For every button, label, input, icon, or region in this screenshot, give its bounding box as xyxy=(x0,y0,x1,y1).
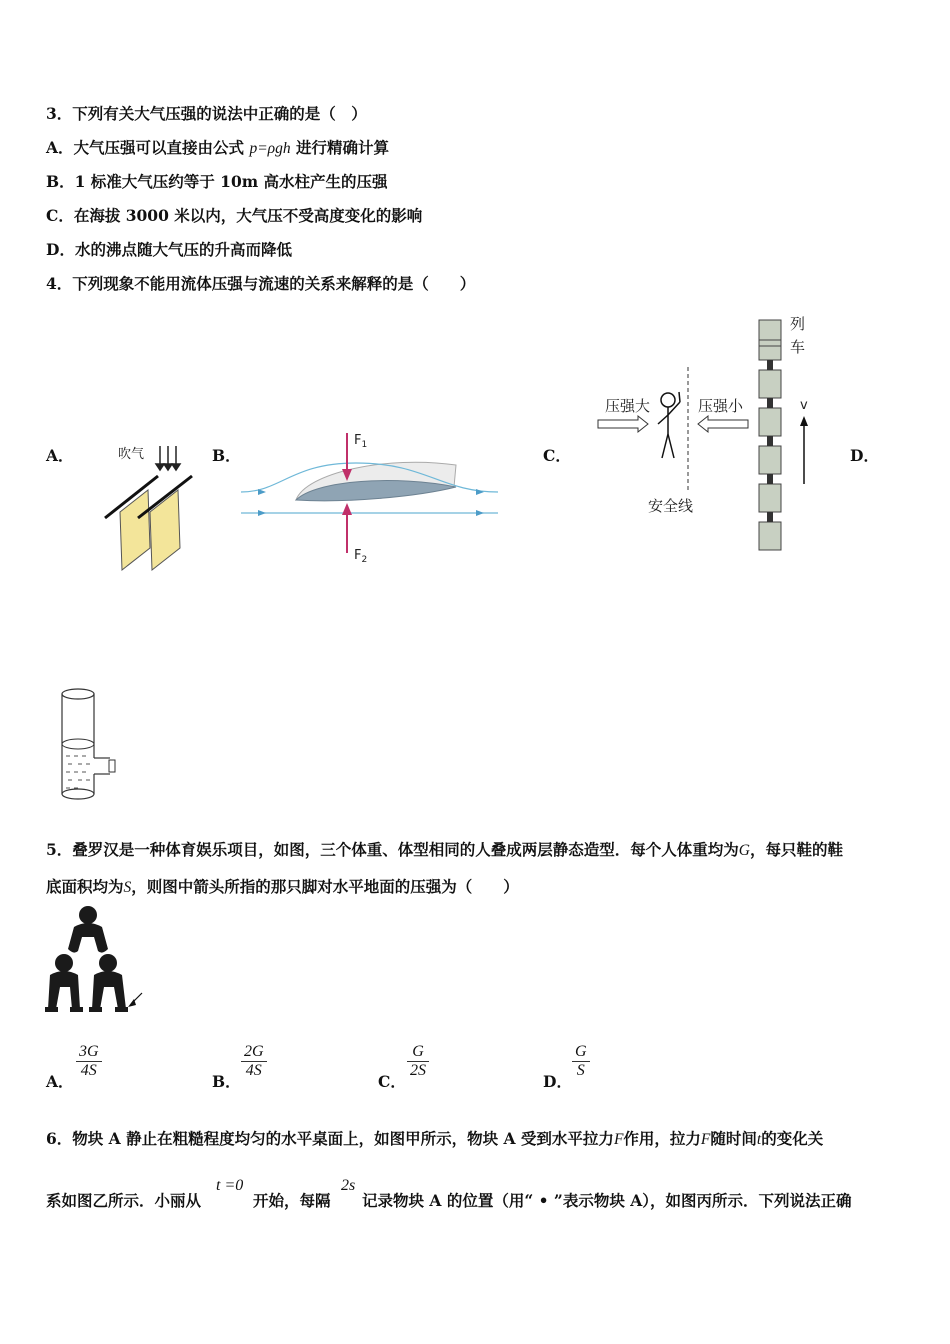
q5-figure-human-pyramid xyxy=(42,905,146,1017)
q5-option-d-label: D． xyxy=(543,1072,572,1091)
q4-figure-b-f2-sub: 2 xyxy=(361,555,368,565)
q5-option-d-den: S xyxy=(572,1061,590,1080)
q5-var-g: G xyxy=(738,842,750,859)
q6-stem-1c: 随时间 xyxy=(710,1129,757,1148)
q4-figure-b-f1: F xyxy=(354,433,362,448)
q4-figure-d-container xyxy=(54,686,118,806)
q4-figure-c-train-1: 列 xyxy=(790,315,806,333)
q3-option-a-pre: A．大气压强可以直接由公式 xyxy=(46,138,250,157)
q4-figure-c-right: 压强小 xyxy=(698,397,744,415)
q3-option-a xyxy=(46,136,389,158)
q4-stem: 4．下列现象不能用流体压强与流速的关系来解释的是（ ） xyxy=(46,274,476,293)
q5-option-a-den: 4S xyxy=(76,1061,102,1080)
q3-option-d: D．水的沸点随大气压的升高而降低 xyxy=(46,240,292,259)
q5-option-d-fraction xyxy=(572,1043,590,1080)
q5-stem-2a: 底面积均为 xyxy=(46,877,124,896)
q5-option-b-fraction xyxy=(241,1043,267,1080)
q4-figure-c-v: v xyxy=(800,398,808,413)
q4-figure-b-airfoil xyxy=(236,425,504,570)
q4-figure-c-train-2: 车 xyxy=(790,338,806,356)
q3-formula: p=ρgh xyxy=(249,140,291,157)
q5-option-c-num: G xyxy=(412,1043,424,1060)
q3-stem: 3．下列有关大气压强的说法中正确的是（ ） xyxy=(46,104,367,123)
q4-figure-c-train xyxy=(592,312,822,560)
q6-stem-1d: 的变化关 xyxy=(761,1129,824,1148)
q6-stem-line-1 xyxy=(46,1127,823,1149)
q4-label-b: B． xyxy=(212,446,241,465)
q5-stem-2b: ，则图中箭头所指的那只脚对水平地面的压强为（ ） xyxy=(131,877,519,896)
q6-stem-2a: 系如图乙所示．小丽从 xyxy=(46,1191,202,1210)
q5-option-b-den: 4S xyxy=(241,1061,267,1080)
q5-option-b-num: 2G xyxy=(244,1043,264,1060)
q5-option-d-num: G xyxy=(575,1043,587,1060)
q4-figure-c-line: 安全线 xyxy=(648,497,694,515)
q5-stem-1b: ，每只鞋的鞋 xyxy=(750,840,844,859)
q5-option-c-fraction xyxy=(407,1043,429,1080)
svg-text:F2 xyxy=(354,548,367,565)
q6-stem-2b: 开始，每隔 xyxy=(253,1191,331,1210)
q4-figure-c-left: 压强大 xyxy=(605,397,651,415)
q4-label-d: D． xyxy=(850,446,879,465)
q5-option-a-fraction xyxy=(76,1043,102,1080)
q4-label-a: A． xyxy=(46,446,74,465)
q6-stem-2c: 记录物块 A 的位置（用“ • ”表示物块 A），如图丙所示．下列说法正确 xyxy=(362,1191,852,1210)
q5-option-b-label: B． xyxy=(212,1072,241,1091)
q4-figure-a-text: 吹气 xyxy=(118,447,145,462)
q6-stem-1a: 6．物块 A 静止在粗糙程度均匀的水平桌面上，如图甲所示，物块 A 受到水平拉力 xyxy=(46,1129,614,1148)
q5-option-a-num: 3G xyxy=(79,1043,99,1060)
q5-var-s: S xyxy=(123,879,132,896)
q5-option-c-label: C． xyxy=(378,1072,406,1091)
q5-stem-line-2 xyxy=(46,875,519,897)
q6-var-f-1: F xyxy=(613,1131,624,1148)
q3-option-a-post: 进行精确计算 xyxy=(290,138,389,157)
q4-figure-a-papers xyxy=(100,440,200,575)
q4-figure-b-f1-sub: 1 xyxy=(361,440,368,450)
q4-label-c: C． xyxy=(543,446,571,465)
q6-stem-1b: 作用，拉力 xyxy=(623,1129,701,1148)
q5-option-c-den: 2S xyxy=(407,1061,429,1080)
svg-text:F1 xyxy=(354,433,367,450)
q5-stem-1a: 5．叠罗汉是一种体育娱乐项目，如图，三个体重、体型相同的人叠成两层静态造型．每个人体重均为 xyxy=(46,840,739,859)
q6-interval: 2s xyxy=(341,1177,356,1194)
q3-option-b: B．1 标准大气压约等于 10m 高水柱产生的压强 xyxy=(46,172,388,191)
q5-option-a-label: A． xyxy=(46,1072,74,1091)
q4-figure-b-f2: F xyxy=(354,548,362,563)
q5-stem-line-1 xyxy=(46,838,843,860)
q6-t0: t =0 xyxy=(216,1177,244,1194)
q3-option-c: C．在海拔 3000 米以内，大气压不受高度变化的影响 xyxy=(46,206,423,225)
q6-var-t: t xyxy=(756,1131,762,1148)
q6-var-f-2: F xyxy=(700,1131,711,1148)
